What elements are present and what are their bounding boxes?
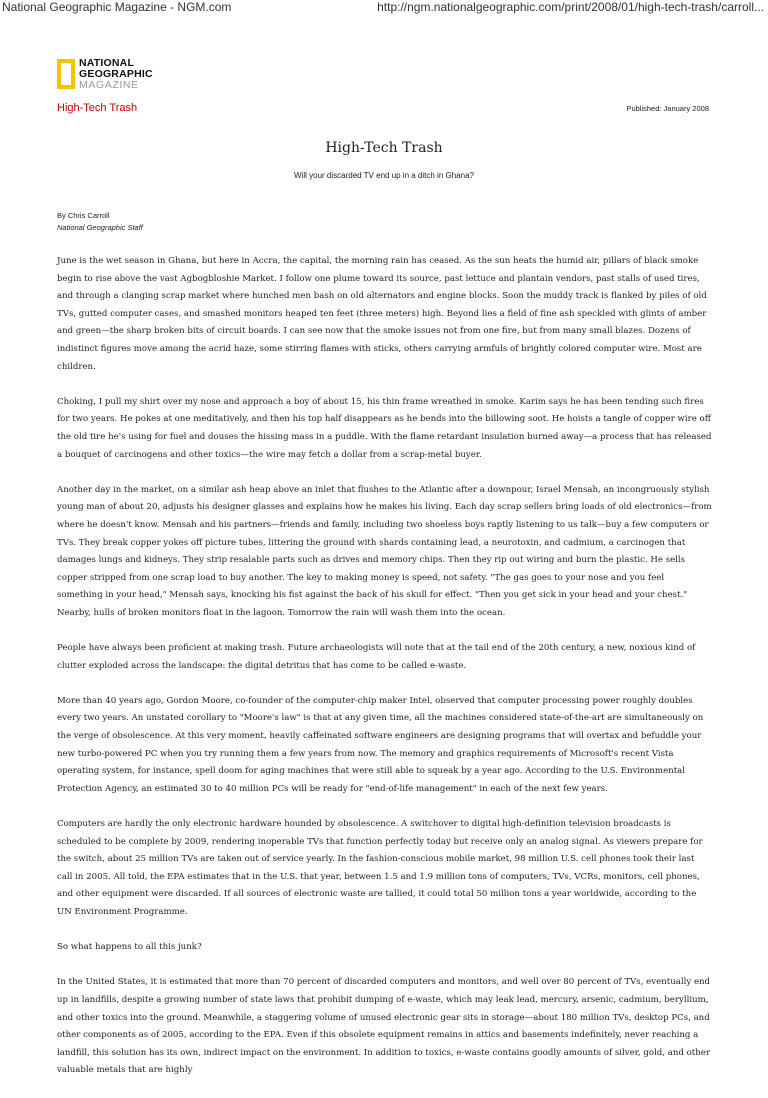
logo-line-2: GEOGRAPHIC bbox=[79, 68, 153, 80]
logo-line-1: NATIONAL bbox=[79, 57, 135, 69]
byline-staff: National Geographic Staff bbox=[57, 223, 143, 232]
yellow-border-icon bbox=[57, 59, 75, 89]
article-subtitle: Will your discarded TV end up in a ditch in Ghana? bbox=[294, 171, 474, 180]
logo-line-3: MAGAZINE bbox=[79, 79, 139, 91]
article-paragraph: June is the wet season in Ghana, but here in Accra, the capital, the morning rain has ceased. As the sun heats the humid air, pillars of black smoke begin to rise above the vast Agbogbloshie Market. I follow one plume toward its source, past lettuce and plantain vendors, past stalls of used tires, and through a clanging scrap market where hunched men bash on old alternators and engine blocks. Soon the muddy track is flanked by piles of old TVs, gutted computer cases, and smashed monitors heaped ten feet (three meters) high. Beyond lies a field of fine ash speckled with glints of amber and green—the sharp broken bits of circuit boards. I can see now that the smoke issues not from one fire, but from many small blazes. Dozens of indistinct figures move among the acrid haze, some stirring flames with sticks, others carrying armfuls of brightly colored computer wire. Most are children. bbox=[57, 256, 707, 372]
article-body bbox=[57, 253, 712, 1098]
byline bbox=[57, 210, 143, 234]
logo-wordmark bbox=[79, 58, 153, 91]
article-paragraph: In the United States, it is estimated that more than 70 percent of discarded computers and monitors, and well over 80 percent of TVs, eventually end up in landfills, despite a growing number of state laws that prohibit dumping of e-waste, which may leak lead, mercury, arsenic, cadmium, beryllium, and other toxics into the ground. Meanwhile, a staggering volume of unused electronic gear sits in storage—about 180 million TVs, desktop PCs, and other components as of 2005, according to the EPA. Even if this obsolete equipment remains in attics and basements indefinitely, never reaching a landfill, this solution has its own, indirect impact on the environment. In addition to toxics, e-waste contains goodly amounts of silver, gold, and other valuable metals that are highly bbox=[57, 977, 711, 1076]
article-paragraph: More than 40 years ago, Gordon Moore, co-founder of the computer-chip maker Intel, observed that computer processing power roughly doubles every two years. An unstated corollary to "Moore's law" is that at any given time, all the machines considered state-of-the-art are simultaneously on the verge of obsolescence. At this very moment, heavily caffeinated software engineers are designing programs that will overtax and befuddle your new turbo-powered PC when you try running them a few years from now. The memory and graphics requirements of Microsoft's recent Vista operating system, for instance, spell doom for aging machines that were still able to squeak by a year ago. According to the U.S. Environmental Protection Agency, an estimated 30 to 40 million PCs will be ready for "end-of-life management" in each of the next few years. bbox=[57, 695, 704, 794]
article-paragraph: People have always been proficient at making trash. Future archaeologists will note that at the tail end of the 20th century, a new, noxious kind of clutter exploded across the landscape: the digital detritus that has come to be called e-waste. bbox=[57, 643, 696, 671]
byline-author: By Chris Carroll bbox=[57, 211, 110, 220]
page-url[interactable]: http://ngm.nationalgeographic.com/print/2008/01/high-tech-trash/carroll... bbox=[377, 0, 764, 14]
article-paragraph: Computers are hardly the only electronic hardware hounded by obsolescence. A switchover to digital high-definition television broadcasts is scheduled to be complete by 2009, rendering inoperable TVs that function perfectly today but receive only an analog signal. As viewers prepare for the switch, about 25 million TVs are taken out of service yearly. In the fashion-conscious mobile market, 98 million U.S. cell phones took their last call in 2005. All told, the EPA estimates that in the U.S. that year, between 1.5 and 1.9 million tons of computers, TVs, VCRs, monitors, cell phones, and other equipment were discarded. If all sources of electronic waste are tallied, it could total 50 million tons a year worldwide, according to the UN Environment Programme. bbox=[57, 819, 703, 917]
article-paragraph: Another day in the market, on a similar ash heap above an inlet that flushes to the Atlantic after a downpour, Israel Mensah, an incongruously stylish young man of about 20, adjusts his designer glasses and explains how he makes his living. Each day scrap sellers bring loads of old electronics—from where he doesn't know. Mensah and his partners—friends and family, including two shoeless boys raptly listening to us talk—buy a few computers or TVs. They break copper yokes off picture tubes, littering the ground with shards containing lead, a neurotoxin, and cadmium, a carcinogen that damages lungs and kidneys. They strip resalable parts such as drives and memory chips. Then they rip out wiring and burn the plastic. He sells copper stripped from one scrap load to buy another. The key to making money is speed, not safety. "The gas goes to your nose and you feel something in your head," Mensah says, knocking his fist against the back of his skull for effect. "Then you get sick in your head and your chest." Nearby, hulls of broken monitors float in the lagoon. Tomorrow the rain will wash them into the ocean. bbox=[57, 484, 712, 618]
national-geographic-logo[interactable] bbox=[57, 58, 177, 98]
article-paragraph: Choking, I pull my shirt over my nose and approach a boy of about 15, his thin frame wreathed in smoke. Karim says he has been tending such fires for two years. He pokes at one meditatively, and then his top half disappears as he bends into the billowing soot. He hoists a tangle of copper wire off the old tire he's using for fuel and douses the hissing mass in a puddle. With the flame retardant insulation burned away—a process that has released a bouquet of carcinogens and other toxics—the wire may fetch a dollar from a scrap-metal buyer. bbox=[57, 396, 712, 460]
article-headline: High-Tech Trash bbox=[325, 140, 443, 156]
print-header bbox=[0, 0, 768, 18]
site-title: National Geographic Magazine - NGM.com bbox=[2, 0, 232, 14]
article-paragraph: So what happens to all this junk? bbox=[57, 942, 202, 953]
published-date: Published: January 2008 bbox=[626, 104, 709, 113]
section-title[interactable]: High-Tech Trash bbox=[57, 102, 138, 114]
